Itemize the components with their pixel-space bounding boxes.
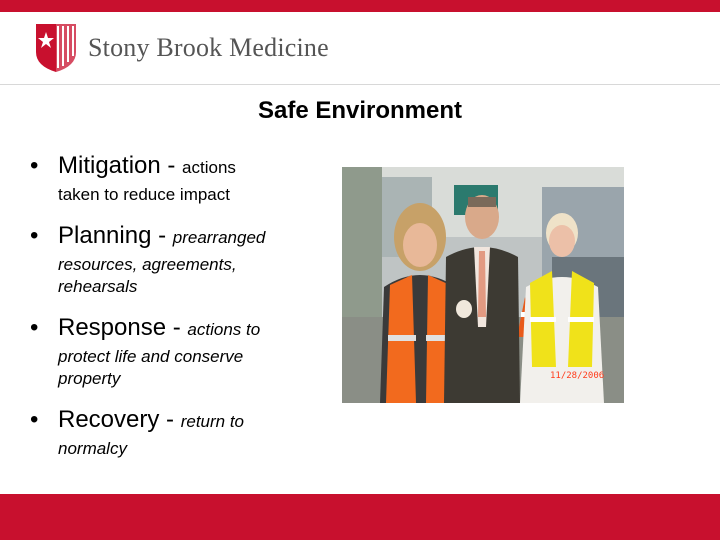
- bullet-desc: actions to: [187, 320, 261, 339]
- stony-brook-medicine-logo: [34, 22, 329, 74]
- bullet-dot-icon: •: [30, 314, 39, 341]
- bullet-desc-cont: taken to reduce impact: [58, 185, 230, 204]
- bullet-response: [30, 312, 330, 390]
- bullet-mitigation: [30, 150, 330, 206]
- bullet-desc: actions: [182, 158, 236, 177]
- bullet-desc-cont: normalcy: [58, 439, 127, 458]
- shield-star-icon: [34, 22, 78, 74]
- bullet-planning: [30, 220, 330, 298]
- bullet-dot-icon: •: [30, 406, 39, 433]
- bullet-desc: return to: [180, 412, 245, 431]
- header-divider: [0, 84, 720, 85]
- brand-name: Stony Brook Medicine: [88, 33, 329, 62]
- bullet-dot-icon: •: [30, 222, 39, 249]
- bottom-accent-bar: [0, 494, 720, 540]
- slide-title: Safe Environment: [257, 97, 463, 124]
- bullet-recovery: [30, 404, 330, 460]
- bullet-list: [30, 150, 330, 460]
- bullet-dot-icon: •: [30, 152, 39, 179]
- bullet-desc-cont: resources, agreements, rehearsals: [58, 255, 237, 296]
- photo-illustration: [342, 167, 624, 403]
- top-accent-bar: [0, 0, 720, 12]
- bullet-term: Response -: [58, 314, 188, 341]
- bullet-term: Recovery -: [58, 406, 181, 433]
- bullet-desc-cont: protect life and conserve property: [58, 347, 244, 388]
- bullet-term: Planning -: [58, 222, 173, 249]
- team-photo: [342, 167, 624, 403]
- bullet-desc: prearranged: [172, 228, 266, 247]
- photo-date-stamp: 11/28/2006: [550, 371, 605, 381]
- bullet-term: Mitigation -: [58, 152, 183, 179]
